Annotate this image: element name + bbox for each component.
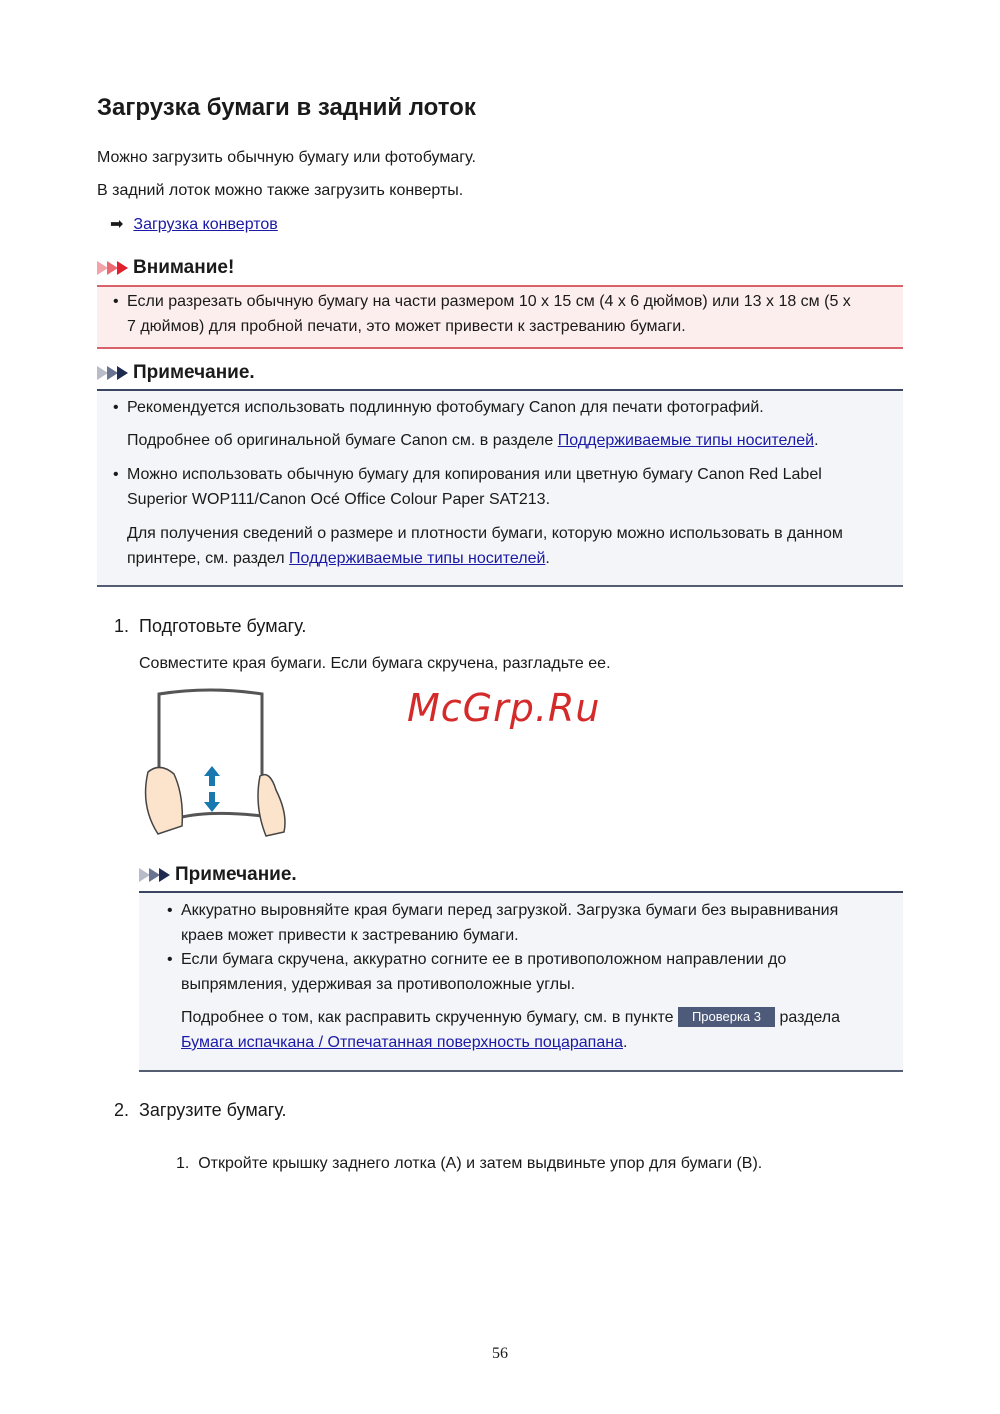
intro-text: Можно загрузить обычную бумагу или фотобумагу. bbox=[97, 149, 476, 166]
note-item: • Рекомендуется использовать подлинную фотобумагу Canon для печати фотографий. bbox=[127, 395, 764, 420]
step-2-title: 2. Загрузите бумагу. bbox=[114, 1100, 287, 1120]
arrow-right-icon: ➡ bbox=[110, 216, 124, 233]
step-1-title: 1. Подготовьте бумагу. bbox=[114, 616, 307, 636]
paper-hands-illustration bbox=[138, 686, 290, 838]
intro-text: В задний лоток можно также загрузить конверты. bbox=[97, 182, 464, 199]
step-1-text: Совместите края бумаги. Если бумага скручена, разгладьте ее. bbox=[139, 655, 611, 672]
note-item-more: Для получения сведений о размере и плотности бумаги, которую можно использовать в данном принтере, см. раздел Поддерживаемые типы носителей. bbox=[127, 525, 843, 567]
watermark: McGrp.Ru bbox=[407, 686, 601, 730]
note-item-more: Подробнее о том, как расправить скрученную бумагу, см. в пункте Проверка 3 раздела Бумага испачкана / Отпечатанная поверхность поцарапана. bbox=[181, 1009, 840, 1051]
note-item: • Если бумага скручена, аккуратно согните ее в противоположном направлении до выпрямления, удерживая за противоположные углы. bbox=[181, 947, 786, 997]
warning-chevron-icon bbox=[97, 261, 127, 275]
note-chevron-icon bbox=[97, 366, 127, 380]
media-types-link[interactable]: Поддерживаемые типы носителей bbox=[557, 432, 815, 449]
note-item: • Можно использовать обычную бумагу для копирования или цветную бумагу Canon Red Label Superior WOP111/Canon Océ Office Colour Paper SAT213. bbox=[127, 462, 822, 512]
note-item-more: Подробнее об оригинальной бумаге Canon см. в разделе Поддерживаемые типы носителей. bbox=[127, 432, 819, 449]
envelope-link[interactable]: Загрузка конвертов bbox=[133, 216, 278, 233]
paper-smudged-link[interactable]: Бумага испачкана / Отпечатанная поверхность поцарапана bbox=[181, 1034, 623, 1051]
check-3-badge: Проверка 3 bbox=[678, 1007, 775, 1027]
note-heading: Примечание. bbox=[139, 864, 297, 886]
note-heading: Примечание. bbox=[97, 362, 255, 384]
note-item: • Аккуратно выровняйте края бумаги перед загрузкой. Загрузка бумаги без выравнивания краев может привести к застреванию бумаги. bbox=[181, 898, 838, 948]
page-number: 56 bbox=[492, 1345, 508, 1362]
warning-heading: Внимание! bbox=[97, 257, 234, 279]
step-2-substep: 1. Откройте крышку заднего лотка (A) и затем выдвиньте упор для бумаги (B). bbox=[176, 1155, 763, 1172]
envelope-link-row bbox=[110, 212, 278, 237]
warning-item: • Если разрезать обычную бумагу на части размером 10 x 15 см (4 x 6 дюймов) или 13 x 18 см (5 x 7 дюймов) для пробной печати, это может привести к застреванию бумаги. bbox=[127, 289, 851, 339]
page-title: Загрузка бумаги в задний лоток bbox=[97, 94, 476, 121]
note-chevron-icon bbox=[139, 868, 169, 882]
media-types-link[interactable]: Поддерживаемые типы носителей bbox=[289, 550, 546, 567]
